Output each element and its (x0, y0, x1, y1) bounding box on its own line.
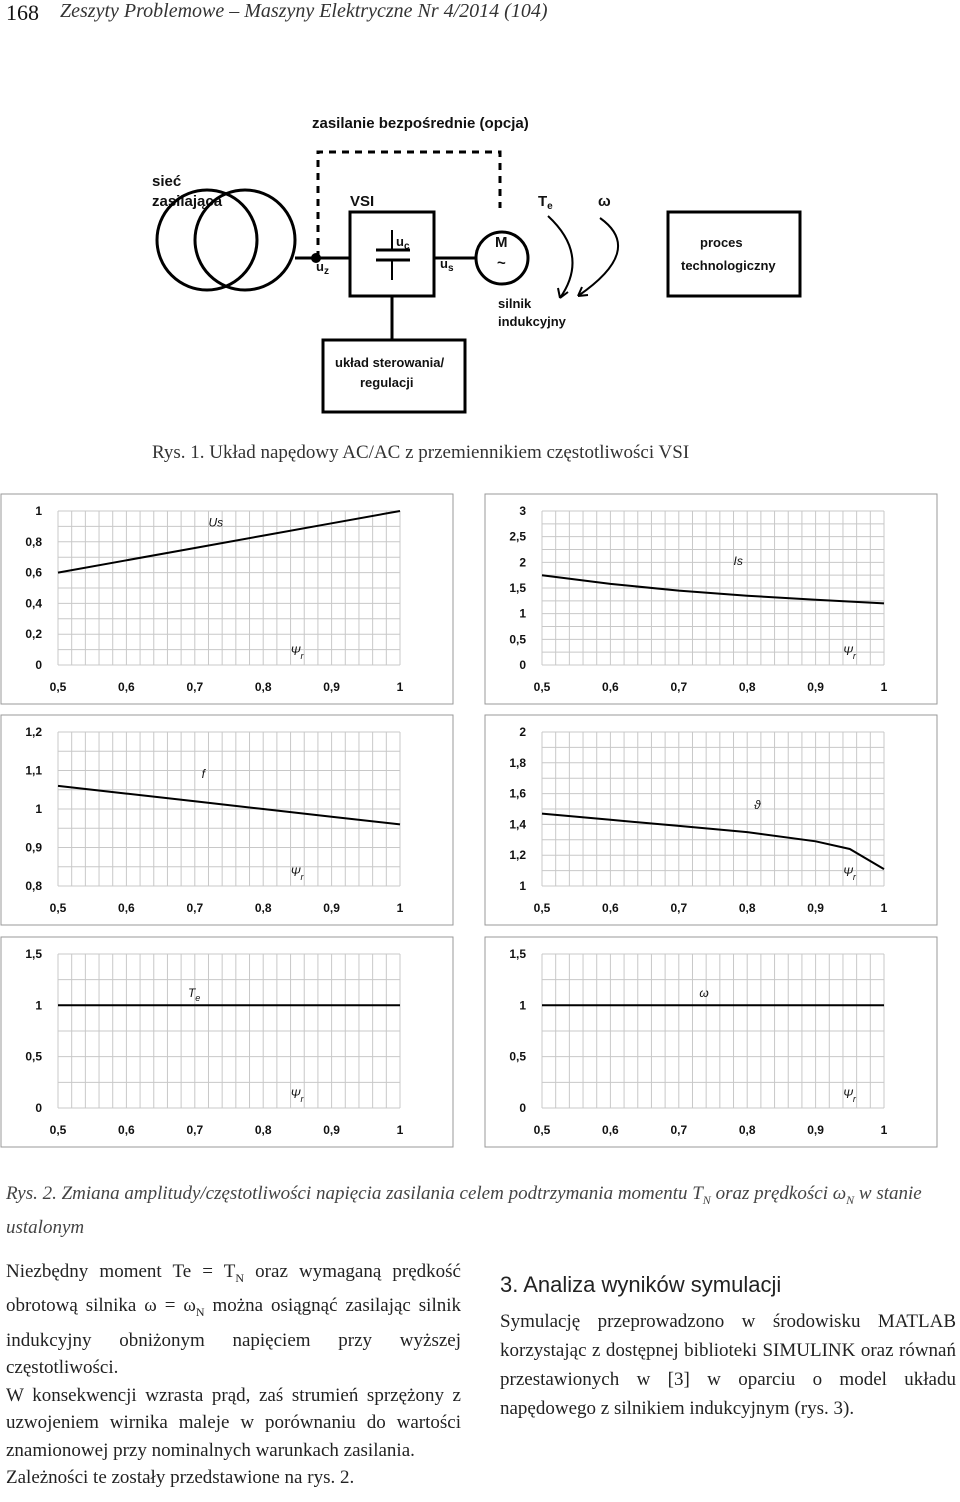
chart-svg (484, 493, 938, 705)
x-tick-label: 0,9 (807, 901, 824, 915)
y-tick-label: 1 (519, 606, 526, 621)
x-tick-label: 0,8 (254, 901, 272, 915)
omega-label: ω (598, 193, 611, 210)
chart-frame (1, 937, 453, 1147)
chart-us (0, 493, 454, 710)
speed-arc (578, 218, 618, 296)
chart-svg (0, 493, 454, 705)
x-tick-label: 1 (396, 680, 404, 694)
vsi-label: VSI (350, 193, 375, 210)
motor-name-2: indukcyjny (498, 314, 566, 329)
x-tick-label: 0,7 (670, 901, 688, 915)
us-label: $u_s$ (440, 256, 454, 274)
curve-label: Us (208, 515, 224, 530)
x-tick-label: 0,8 (254, 1123, 272, 1137)
y-tick-label: 0,8 (25, 534, 42, 549)
x-axis-label: $\Psi_r$ (842, 1087, 856, 1104)
x-tick-label: 0,5 (533, 1123, 551, 1137)
paragraph-3: Zależności te zostały przedstawione na rys. 2. (6, 1467, 355, 1489)
curve-label: $T_e$ (187, 986, 201, 1004)
chart-frame (1, 715, 453, 925)
y-tick-label: 0,5 (509, 632, 526, 647)
x-tick-label: 0,7 (186, 901, 204, 915)
x-tick-label: 0,5 (533, 901, 551, 915)
y-tick-label: 1,5 (25, 947, 42, 961)
y-tick-label: 2 (519, 725, 526, 739)
y-tick-label: 0,4 (25, 596, 42, 611)
x-tick-label: 0,6 (118, 1123, 135, 1137)
x-tick-label: 0,7 (670, 680, 688, 694)
curve-label: f (201, 767, 205, 782)
x-tick-label: 0,6 (602, 1123, 619, 1137)
y-tick-label: 1,2 (25, 725, 42, 739)
journal-title: Zeszyty Problemowe – Maszyny Elektryczne Nr 4/2014 (104) (60, 0, 548, 22)
y-tick-label: 3 (519, 504, 526, 518)
chart-svg (484, 936, 938, 1148)
left-column (6, 1258, 461, 1492)
paragraph-1: Niezbędny moment $Te = T_N$ oraz wymaganą prędkość obrotową silnika $\omega = \omega_N$ można osiągnąć zasilając silnik indukcyjny obniżonym napięciem przy wyższej częstotliwości. (6, 1261, 462, 1379)
x-tick-label: 0,9 (807, 680, 824, 694)
chart-f (0, 714, 454, 931)
y-tick-label: 0 (35, 658, 42, 672)
x-axis-label: $\Psi_r$ (290, 644, 304, 661)
y-tick-label: 0 (35, 1101, 42, 1115)
chart-is (484, 493, 938, 710)
chart-svg (484, 714, 938, 926)
y-tick-label: 0,6 (25, 565, 42, 580)
right-column (500, 1270, 956, 1423)
x-tick-label: 0,6 (118, 901, 135, 915)
x-tick-label: 0,9 (323, 680, 340, 694)
y-tick-label: 1,5 (509, 581, 526, 595)
motor-name-1: silnik (498, 296, 532, 311)
y-tick-label: 1,5 (509, 947, 526, 961)
x-tick-label: 1 (396, 901, 404, 915)
chart-frame (485, 494, 937, 704)
y-tick-label: 0,9 (25, 840, 42, 855)
y-tick-label: 2 (519, 555, 526, 570)
figure2-caption: Rys. 2. Zmiana amplitudy/częstotliwości napięcia zasilania celem podtrzymania momentu $T_N$ oraz prędkości $\omega_N$ w stanie ustalonym (6, 1183, 922, 1238)
control-label-2: regulacji (360, 375, 414, 390)
y-tick-label: 0,2 (25, 627, 42, 642)
x-tick-label: 0,8 (738, 901, 756, 915)
y-tick-label: 0,5 (25, 1049, 42, 1064)
uz-label: $u_z$ (316, 259, 329, 277)
x-tick-label: 0,9 (323, 1123, 340, 1137)
page-number: 168 (6, 0, 39, 25)
x-tick-label: 0,5 (533, 680, 551, 694)
x-tick-label: 1 (880, 680, 888, 694)
x-axis-label: $\Psi_r$ (842, 644, 856, 661)
y-tick-label: 2,5 (509, 529, 526, 544)
paragraph-2: W konsekwencji wzrasta prąd, zaś strumień sprzężony z uzwojeniem wirnika maleje w porównaniu do wartości znamionowej przy nominalnych warunkach zasilania. (6, 1384, 461, 1461)
y-tick-label: 1,8 (509, 755, 526, 770)
process-label-1: proces (700, 235, 743, 250)
process-label-2: technologiczny (681, 258, 776, 273)
chart-svg (0, 714, 454, 926)
curve-label: ϑ (754, 798, 761, 812)
section-body: Symulację przeprowadzono w środowisku MATLAB korzystając z dostępnej biblioteki SIMULINK oraz równań przestawionych w [3] w oparciu o model układu napędowego z silnikiem indukcyjnym (rys. 3). (500, 1311, 956, 1419)
chart-svg (0, 936, 454, 1148)
chart-te (0, 936, 454, 1153)
x-tick-label: 0,8 (738, 680, 756, 694)
x-axis-label: $\Psi_r$ (290, 865, 304, 882)
section-heading: 3. Analiza wyników symulacji (500, 1272, 782, 1297)
x-tick-label: 0,5 (49, 680, 67, 694)
x-tick-label: 0,5 (49, 1123, 67, 1137)
x-tick-label: 0,7 (670, 1123, 688, 1137)
y-tick-label: 1,4 (509, 817, 526, 832)
te-label: $T_e$ (538, 193, 553, 212)
x-tick-label: 1 (880, 901, 888, 915)
x-tick-label: 0,6 (602, 901, 619, 915)
x-tick-label: 0,6 (118, 680, 135, 694)
y-tick-label: 1 (35, 802, 42, 816)
y-tick-label: 1 (519, 879, 526, 893)
y-tick-label: 1,1 (25, 763, 42, 778)
chart-theta (484, 714, 938, 931)
process-box (668, 212, 800, 296)
curve-label: ω (699, 986, 709, 1001)
x-tick-label: 0,8 (254, 680, 272, 694)
direct-supply-label: zasilanie bezpośrednie (opcja) (312, 115, 529, 132)
chart-omega (484, 936, 938, 1153)
drive-system-diagram (0, 100, 960, 430)
x-tick-label: 0,5 (49, 901, 67, 915)
y-tick-label: 0 (519, 1101, 526, 1115)
chart-frame (485, 715, 937, 925)
x-axis-label: $\Psi_r$ (842, 865, 856, 882)
motor-symbol: M (495, 234, 508, 251)
vsi-box (350, 212, 434, 296)
grid-label-2: zasilająca (152, 193, 223, 210)
figure1-caption: Rys. 1. Układ napędowy AC/AC z przemiennikiem częstotliwości VSI (152, 442, 690, 463)
y-tick-label: 0 (519, 658, 526, 672)
x-tick-label: 0,6 (602, 680, 619, 694)
grid-label-1: sieć (152, 173, 182, 190)
x-tick-label: 0,7 (186, 680, 204, 694)
y-tick-label: 1 (35, 998, 42, 1013)
x-tick-label: 0,9 (323, 901, 340, 915)
y-tick-label: 0,5 (509, 1049, 526, 1064)
x-axis-label: $\Psi_r$ (290, 1087, 304, 1104)
control-label-1: układ sterowania/ (335, 355, 445, 370)
x-tick-label: 1 (880, 1123, 888, 1137)
y-tick-label: 1,2 (509, 848, 526, 863)
uc-label: $u_c$ (396, 234, 410, 252)
chart-frame (1, 494, 453, 704)
motor-tilde: ~ (497, 255, 506, 272)
x-tick-label: 0,9 (807, 1123, 824, 1137)
y-tick-label: 1,6 (509, 786, 526, 801)
x-tick-label: 0,7 (186, 1123, 204, 1137)
chart-frame (485, 937, 937, 1147)
x-tick-label: 1 (396, 1123, 404, 1137)
x-tick-label: 0,8 (738, 1123, 756, 1137)
y-tick-label: 1 (35, 504, 42, 518)
torque-arc (548, 216, 573, 298)
transformer-secondary (195, 190, 295, 290)
y-tick-label: 0,8 (25, 879, 42, 893)
y-tick-label: 1 (519, 998, 526, 1013)
curve-label: Is (733, 553, 743, 568)
